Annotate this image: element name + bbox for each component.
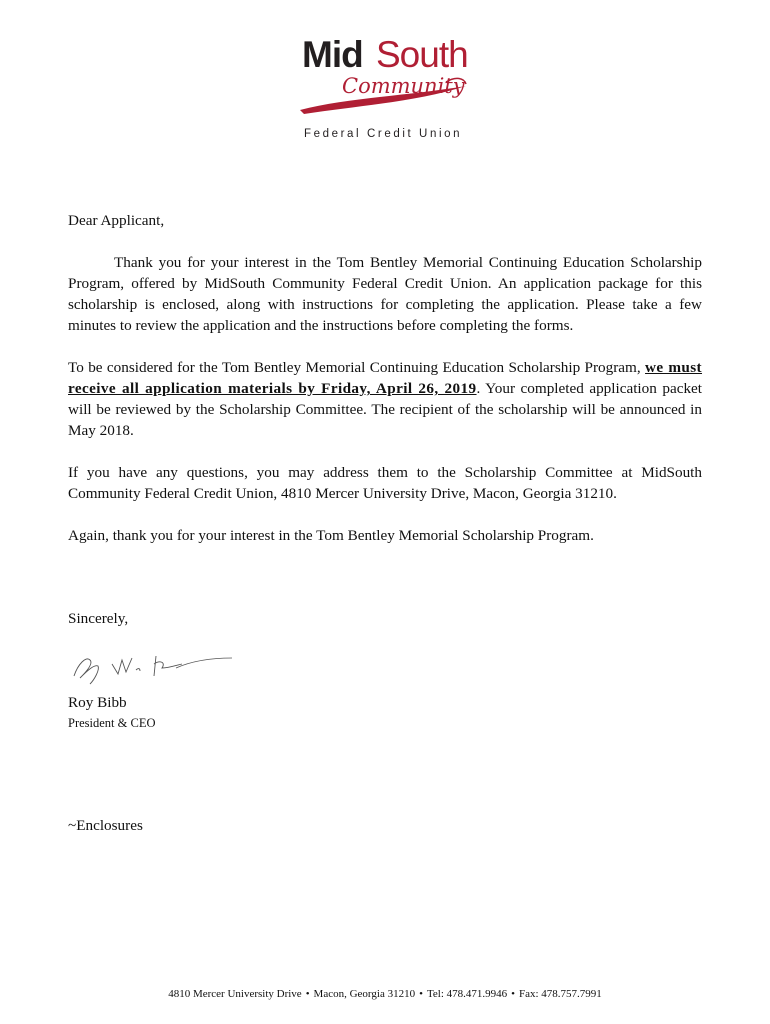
footer-separator: • (305, 988, 310, 1000)
footer-tel: Tel: 478.471.9946 (426, 988, 508, 1000)
signature-image (64, 646, 236, 686)
signer-title: President & CEO (68, 716, 156, 730)
paragraph-intro: Thank you for your interest in the Tom Bentley Memorial Continuing Education Scholarship Program, offered by MidSouth Community Federal Credit Union. An application package for this scholarship is enclosed, along with instructions for completing the application. Please take a few minutes to review the application and the instructions before completing the forms. (68, 254, 702, 334)
closing: Sincerely, (68, 610, 129, 627)
deadline-lead-text: To be considered for the Tom Bentley Memorial Continuing Education Scholarship Program, (68, 359, 641, 376)
signer-name: Roy Bibb (68, 694, 127, 711)
logo-text-community: Community (342, 74, 465, 98)
footer-separator: • (511, 988, 515, 1000)
logo-text-mid: Mid (302, 34, 363, 75)
footer-fax: Fax: 478.757.7991 (519, 988, 602, 1000)
paragraph-deadline (68, 357, 702, 441)
enclosures-note: ~Enclosures (68, 817, 143, 834)
logo-tagline: Federal Credit Union (304, 128, 463, 140)
company-logo (296, 32, 476, 144)
paragraph-thanks: Again, thank you for your interest in the Tom Bentley Memorial Scholarship Program. (68, 527, 594, 544)
deadline-trail-text: . Your completed application packet will be reviewed by the Scholarship Committee. The recipient of the scholarship will be announced in May 2018. (68, 380, 702, 439)
paragraph-questions: If you have any questions, you may address them to the Scholarship Committee at MidSouth Community Federal Credit Union, 4810 Mercer University Drive, Macon, Georgia 31210. (68, 464, 702, 502)
footer-separator: • (419, 988, 423, 1000)
footer-city: Macon, Georgia 31210 (313, 988, 416, 1000)
footer-address (0, 988, 770, 1000)
deadline-emphasis: we must receive all application materials by Friday, April 26, 2019 (68, 359, 703, 397)
salutation: Dear Applicant, (68, 212, 165, 229)
footer-street: 4810 Mercer University Drive (168, 988, 302, 1000)
logo-text-south: South (376, 34, 468, 75)
letter-body (68, 210, 702, 567)
